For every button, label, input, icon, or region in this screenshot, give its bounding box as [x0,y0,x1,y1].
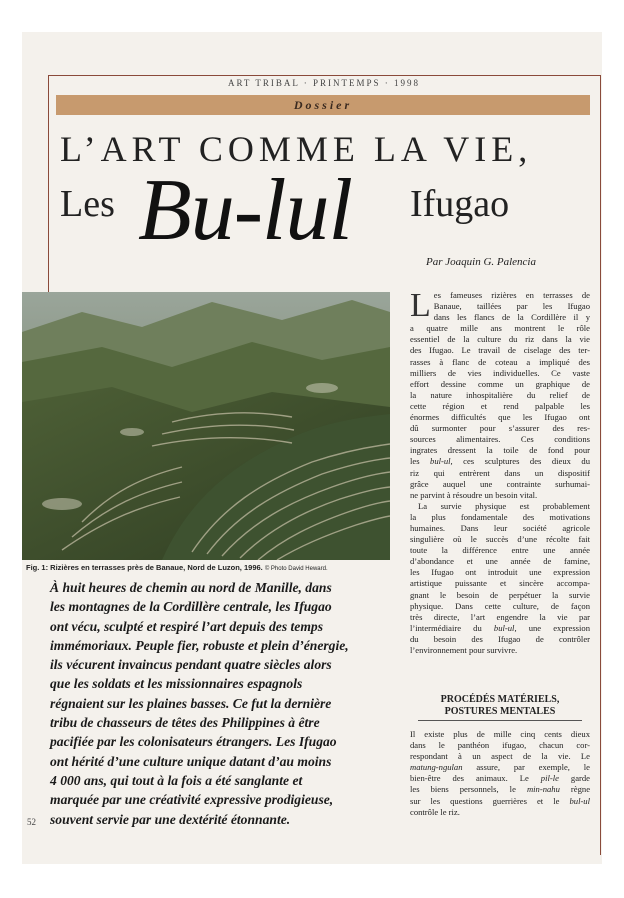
byline: Par Joaquin G. Palencia [426,256,536,268]
body-line: artistique puissante et sincère accompa- [410,578,590,589]
lead-line: immémoriaux. Peuple fier, robuste et plein d’énergie, [50,637,349,653]
subheading-line-1: PROCÉDÉS MATÉRIELS, [440,694,560,705]
terraces-illustration [22,292,390,560]
body-line: les biens personnels, le min-nahu règne [410,784,590,795]
body-line: d’abondance et une année de famine, [410,556,590,567]
frame-rule-right [600,75,601,855]
body-line: l’environnement pour survivre. [410,645,518,655]
body-column-continued [410,729,590,818]
body-line: dû surmonter pour s’assurer des res- [410,423,590,434]
body-line: des Ifugao. Le travail de ciselage des ter- [410,345,590,356]
body-line: singulière où le succès d’une récolte fait [410,534,590,545]
body-line: l’intermédiaire du bul-ul, une expression [410,622,590,633]
rice-terraces-photo [22,292,390,560]
lead-line: ont hérité d’une culture unique datant d’au moins [50,753,332,769]
body-line: dans les flancs de la Cordillère il y [433,312,590,323]
body-line: contrôle le riz. [410,806,460,817]
lead-paragraph [50,578,398,829]
body-line: sur les questions guerrières et le bul-ul [410,795,590,806]
drop-cap: L [410,287,431,324]
lead-line: ils vécurent invaincus pendant quatre siècles alors [50,657,332,673]
caption-text: Fig. 1: Rizières en terrasses près de Banaue, Nord de Luzon, 1996. [26,563,263,572]
body-line: les Ifugao ont introduit une expression [410,567,590,578]
body-line: bien-être des animaux. Le pil-le garde [410,773,590,784]
lead-line: ont vécu, sculpté et respiré l’art depuis des temps [50,618,323,634]
title-line-1: L’ART COMME LA VIE, [60,129,533,169]
body-line: riz qui entrèrent dans un dispositif [410,467,590,478]
body-line: énormes difficultés que les Ifugao ont [410,412,590,423]
subheading-rule [418,720,582,721]
body-line: ne parvint à résoudre un besoin vital. [410,489,538,500]
body-line: es fameuses rizières en terrasses de [433,290,590,300]
subheading-line-2: POSTURES MENTALES [444,706,556,717]
body-line: essentiel de la culture du riz dans la vie [410,334,590,345]
figure-caption [26,563,396,572]
body-line: du besoin des Ifugao de contrôler [410,633,590,644]
page-number: 52 [27,817,36,827]
body-line: matung-ngulan assure, par exemple, le [410,762,590,773]
lead-line: souvent servie par une dextérité étonnante. [50,811,291,827]
body-line: la nature inhospitalière du relief de [410,389,590,400]
title-bulul: Bu-lul [138,162,352,259]
body-line: milliers de vies individuelles. Ce vaste [410,367,590,378]
body-line: la plus fondamentale des motivations [410,511,590,522]
body-column-lines [410,287,590,656]
lead-line: les montagnes de la Cordillère centrale, les Ifugao [50,599,332,615]
section-subheading [410,694,590,718]
lead-line: tribu de chasseurs de têtes des Philippines à être [50,715,320,731]
body-line: humaines. Dans leur société agricole [410,522,590,533]
body-line: ingrates dressent la toile de fond pour [410,445,590,456]
frame-rule-top [48,75,600,76]
body-line: gnant le besoin de perpétuer la survie [410,589,590,600]
lead-line: pacifiée par les colonisateurs étrangers. Les Ifugao [50,734,337,750]
magazine-page [22,32,602,864]
body-line: physique. Dans cette culture, de façon [410,600,590,611]
body-line: sources alimentaires. Ces conditions [410,434,590,445]
body-line: cette région et rend palpable les [410,400,590,411]
photo-credit: © Photo David Heward. [264,566,328,572]
lead-line: régnaient sur les plaines basses. Ce fut la dernière [50,695,332,711]
body-line: respondant à un aspect de la vie. Le [410,751,590,762]
lead-line: marquée par une créativité expressive prodigieuse, [50,792,334,808]
body-column [410,287,590,656]
body-line: a quatre mille ans montrent le rôle [410,323,590,334]
body-line: La survie physique est probablement [418,500,590,511]
body-line: Banaue, taillées par les Ifugao [433,301,590,312]
body-line: grâce auquel une contrainte surhumai- [410,478,590,489]
body-line: les bul-ul, ces sculptures des dieux du [410,456,590,467]
body-line: rasses à flanc de coteau a impliqué des [410,356,590,367]
section-banner: Dossier [56,95,590,115]
running-head: ART TRIBAL · PRINTEMPS · 1998 [227,78,421,88]
body-line: effort dessine comme un graphique de [410,378,590,389]
body-line: toute la différence entre une année [410,545,590,556]
body-line: dans le panthéon ifugao, chacun cor- [410,740,590,751]
body-line: très directe, l’art engendre la vie par [410,611,590,622]
lead-line: À huit heures de chemin au nord de Manille, dans [50,580,332,595]
title-ifugao: Ifugao [410,183,510,225]
lead-line: 4 000 ans, qui tout à la fois a été sanglante et [50,772,303,788]
title-les: Les [60,183,115,225]
lead-line: que les soldats et les missionnaires espagnols [50,676,303,692]
body-line: Il existe plus de mille cinq cents dieux [410,729,590,739]
